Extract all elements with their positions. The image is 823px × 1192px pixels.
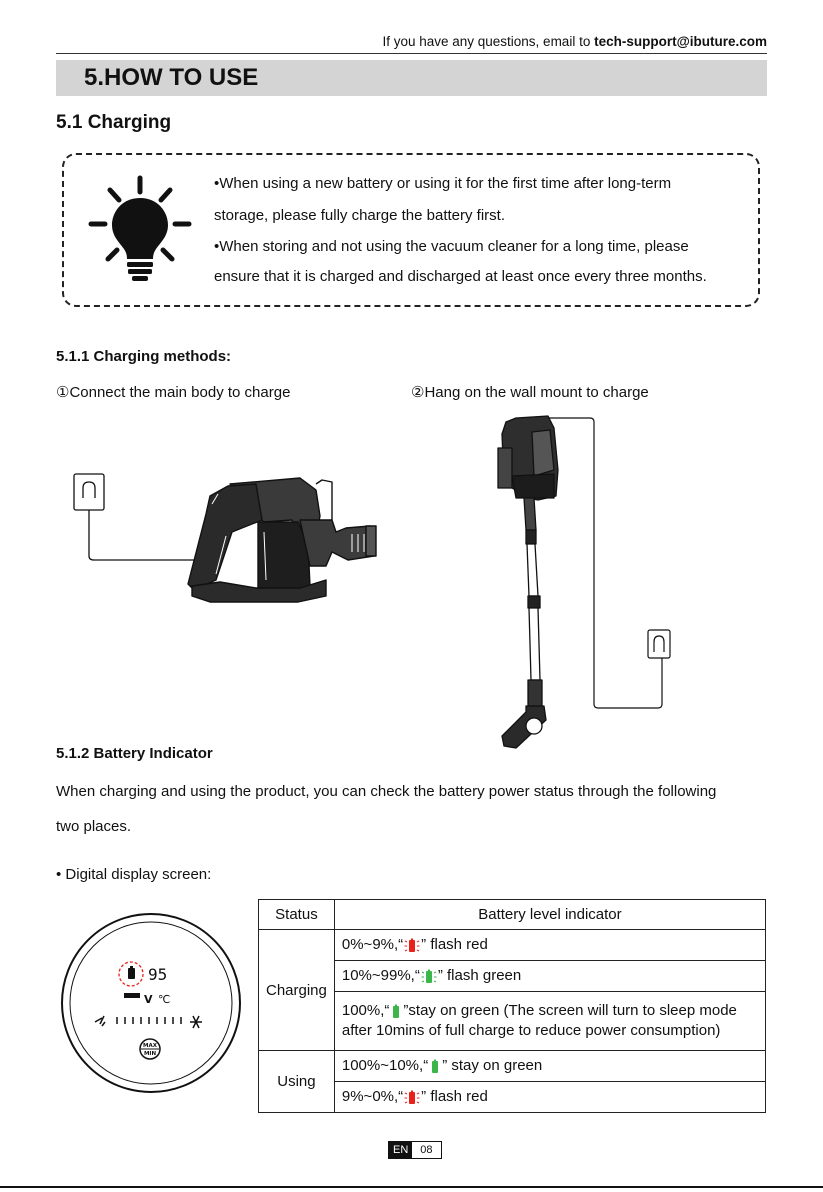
battery-level-table: [258, 899, 766, 1113]
tip-line-1: •When using a new battery or using it for the first time after long-term: [214, 175, 672, 192]
tip-line-3: •When storing and not using the vacuum cleaner for a long time, please: [214, 238, 689, 255]
display-battery-readout: 95: [148, 965, 168, 984]
green-battery-icon: [390, 1002, 402, 1020]
header-support-note: [382, 34, 767, 49]
lightbulb-icon: [88, 172, 192, 284]
page-number: 08: [412, 1142, 440, 1158]
main-body-charging-illustration: [70, 470, 390, 610]
indicator-text-pre: 0%~9%,“: [341, 935, 404, 953]
status-column-header: Status: [259, 900, 335, 930]
table-row: [259, 1051, 766, 1082]
header-divider: [56, 53, 767, 54]
support-email[interactable]: tech-support@ibuture.com: [594, 34, 767, 49]
display-temp-unit: ℃: [158, 993, 171, 1006]
table-row: [259, 930, 766, 961]
indicator-cell: [334, 1082, 765, 1113]
charging-status-cell: Charging: [259, 930, 335, 1051]
wall-mount-charging-illustration: [486, 412, 681, 752]
svg-text:V: V: [144, 993, 153, 1006]
table-row: [259, 992, 766, 1051]
bottom-divider: [0, 1186, 823, 1188]
indicator-cell: [334, 1051, 765, 1082]
indicator-cell: [334, 930, 765, 961]
indicator-text-pre: 9%~0%,“: [341, 1087, 404, 1105]
support-note-text: If you have any questions, email to: [382, 34, 595, 49]
indicator-text-post: ” flash red: [421, 1087, 488, 1105]
indicator-text-post: ” flash red: [421, 935, 488, 953]
display-max-label: MAX: [143, 1043, 157, 1049]
green-flashing-battery-icon: [421, 967, 437, 985]
battery-indicator-heading: 5.1.2 Battery Indicator: [56, 745, 213, 762]
using-status-cell: Using: [259, 1051, 335, 1113]
red-flashing-battery-icon: [404, 936, 420, 954]
indicator-text-pre: 100%,“: [341, 1002, 390, 1019]
indicator-cell: [334, 992, 765, 1051]
battery-intro-line-1: When charging and using the product, you can check the battery power status through the following: [56, 783, 717, 800]
charging-heading: 5.1 Charging: [56, 112, 172, 133]
indicator-text-pre: 10%~99%,“: [341, 966, 420, 984]
display-min-label: MIN: [143, 1051, 157, 1057]
digital-display-screen-illustration: [60, 912, 242, 1094]
battery-intro-line-2: two places.: [56, 818, 132, 835]
indicator-text-post: ” stay on green: [442, 1056, 543, 1074]
table-row: [259, 961, 766, 992]
table-header-row: [259, 900, 766, 930]
green-battery-icon: [429, 1057, 441, 1075]
charging-methods-heading: 5.1.1 Charging methods:: [56, 348, 232, 365]
language-badge: EN: [389, 1142, 412, 1158]
method-2-label: ②Hang on the wall mount to charge: [411, 384, 649, 401]
indicator-text-pre: 100%~10%,“: [341, 1056, 429, 1074]
tip-line-2: storage, please fully charge the battery first.: [214, 207, 505, 224]
indicator-text-post: ” flash green: [437, 966, 522, 984]
red-flashing-battery-icon: [404, 1088, 420, 1106]
page-footer: [388, 1141, 442, 1159]
indicator-column-header: Battery level indicator: [334, 900, 765, 930]
tip-line-4: ensure that it is charged and discharged at least once every three months.: [214, 268, 707, 285]
section-title: 5.HOW TO USE: [84, 64, 259, 91]
method-1-label: ①Connect the main body to charge: [56, 384, 291, 401]
indicator-cell: [334, 961, 765, 992]
indicator-text-post: ”stay on green (The screen will turn to sleep mode after 10mins of full charge to reduce power consumption): [341, 1002, 737, 1039]
digital-display-label: • Digital display screen:: [56, 866, 212, 883]
table-row: [259, 1082, 766, 1113]
